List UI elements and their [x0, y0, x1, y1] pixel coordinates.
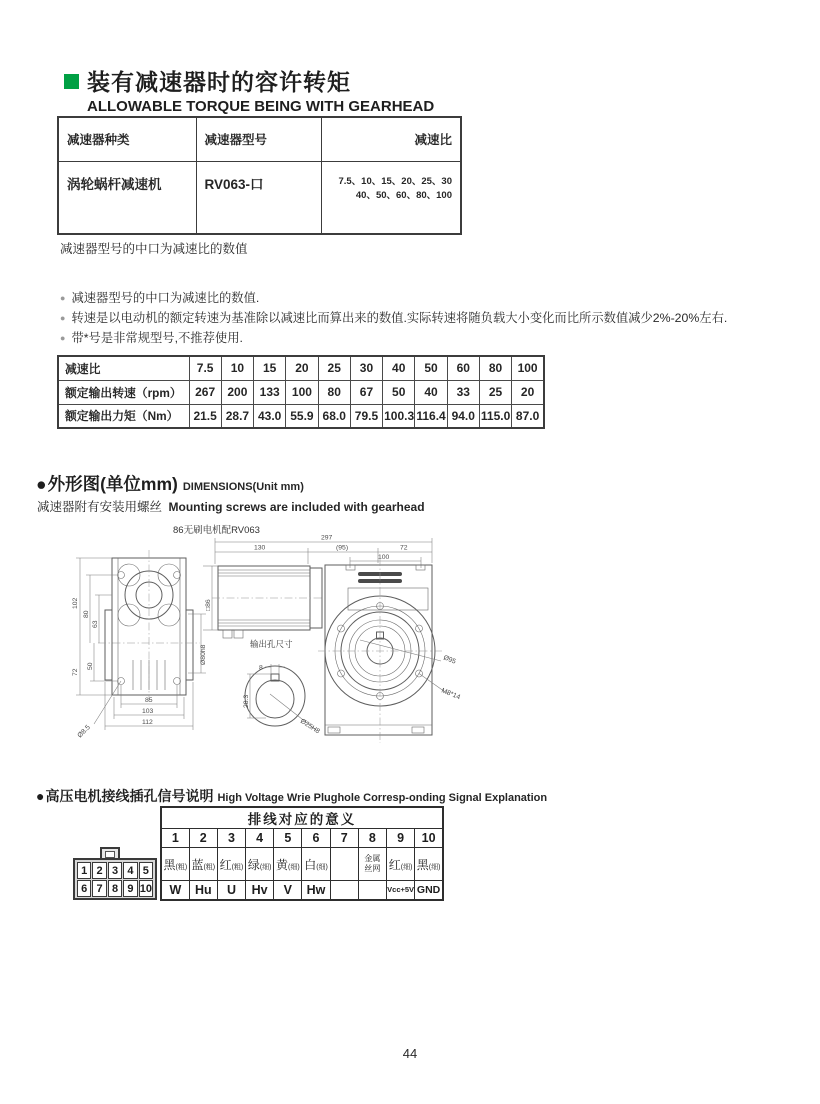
torque-cell: 43.0 — [254, 404, 286, 428]
signal-table-title: 排线对应的意义 — [161, 807, 443, 829]
signal-name: Hv — [246, 881, 274, 900]
signal-name: Hu — [189, 881, 217, 900]
green-square-icon — [64, 74, 79, 89]
note-text: 带*号是非常规型号,不推荐使用. — [71, 331, 243, 346]
dimensions-heading-en: DIMENSIONS(Unit mm) — [182, 481, 304, 493]
wire-color-name: 黄 — [276, 857, 289, 872]
signal-name: GND — [415, 881, 443, 900]
signal-heading-cn: 高压电机接线插孔信号说明 — [45, 788, 214, 804]
wire-color-name: 红 — [219, 857, 232, 872]
page-title-block — [64, 64, 434, 115]
dim-63: 63 — [92, 620, 99, 628]
wire-thickness: (细) — [316, 863, 328, 871]
col-gear-ratio: 减速比 — [321, 117, 461, 161]
note-text: 转速是以电动机的额定转速为基准除以减速比而算出来的数值.实际转速将随负载大小变化而比所示数值减少2%-20%左右. — [71, 311, 728, 326]
page-number: 44 — [402, 1046, 418, 1061]
output-view — [318, 558, 461, 743]
speed-row — [58, 380, 544, 404]
dim-72-side: 72 — [400, 544, 408, 552]
speed-row-label: 额定输出转速（rpm） — [58, 380, 189, 404]
signal-name: Vcc+5V — [387, 881, 415, 900]
connector-pin: 9 — [123, 880, 137, 897]
ratio-cell: 50 — [415, 356, 447, 380]
dim-50: 50 — [87, 662, 94, 670]
page-title-cn: 装有减速器时的容许转矩 — [87, 69, 351, 95]
connector-pin: 5 — [139, 862, 153, 879]
connector-pin: 7 — [92, 880, 106, 897]
dim-screw-m8: M8*14 — [440, 687, 462, 702]
speed-cell: 133 — [254, 380, 286, 404]
wire-thickness: (粗) — [175, 863, 188, 871]
torque-cell: 116.4 — [415, 404, 447, 428]
gearhead-note: 减速器型号的中口为减速比的数值 — [60, 242, 248, 256]
wire-thickness: (细) — [288, 863, 300, 871]
col-gear-model: 减速器型号 — [196, 117, 321, 161]
torque-cell: 21.5 — [189, 404, 221, 428]
output-hole-title: 输出孔尺寸 — [250, 639, 293, 649]
ratio-cell: 40 — [383, 356, 415, 380]
pin-number: 8 — [358, 829, 386, 848]
connector-pin: 3 — [108, 862, 122, 879]
torque-cell: 28.7 — [221, 404, 253, 428]
wire-color-name: 绿 — [247, 857, 260, 872]
dim-297: 297 — [321, 534, 333, 542]
pin-number: 6 — [302, 829, 330, 848]
wire-color — [246, 848, 274, 881]
torque-row-label: 额定输出力矩（Nm） — [58, 404, 189, 428]
wire-color — [330, 848, 358, 881]
dimensions-subtitle-en: Mounting screws are included with gearhead — [168, 500, 425, 514]
wire-color-name: 金属丝网 — [364, 854, 381, 873]
wire-color-name: 黑 — [416, 857, 429, 872]
wire-color — [415, 848, 443, 881]
bullet-dot-icon: ● — [60, 293, 66, 303]
dim-85: 85 — [145, 697, 153, 704]
ratio-line-1: 7.5、10、15、20、25、30 — [338, 175, 452, 187]
notes-list — [60, 290, 805, 351]
note-item — [60, 290, 805, 306]
wire-color-name: 黑 — [163, 857, 176, 872]
wire-thickness: (粗) — [203, 863, 216, 871]
ratio-cell: 20 — [286, 356, 318, 380]
output-hole-detail — [243, 639, 321, 736]
speed-cell: 25 — [479, 380, 511, 404]
ratio-line-2: 40、50、60、80、100 — [355, 190, 452, 202]
signal-name: W — [161, 881, 189, 900]
wire-thickness: (粗) — [231, 863, 244, 871]
dimensions-subtitle — [37, 497, 425, 515]
dim-112: 112 — [142, 719, 153, 726]
torque-row — [58, 404, 544, 428]
ratio-cell: 60 — [447, 356, 479, 380]
signal-name: V — [274, 881, 302, 900]
pin-number: 7 — [330, 829, 358, 848]
torque-cell: 68.0 — [318, 404, 350, 428]
page-title-en: ALLOWABLE TORQUE BEING WITH GEARHEAD — [87, 98, 435, 115]
wire-color-name: 蓝 — [191, 857, 204, 872]
dimensions-heading — [36, 471, 304, 496]
ratio-cell: 15 — [254, 356, 286, 380]
dim-95p: (95) — [336, 544, 349, 552]
dim-100: 100 — [378, 554, 390, 561]
pin-number: 1 — [161, 829, 189, 848]
col-gear-type: 减速器种类 — [58, 117, 196, 161]
torque-cell: 100.3 — [383, 404, 415, 428]
dim-bore-25H8: Ø25H8 — [298, 717, 321, 736]
note-item — [60, 330, 805, 346]
wire-color — [189, 848, 217, 881]
speed-cell: 80 — [318, 380, 350, 404]
wire-thickness: (细) — [428, 863, 441, 871]
bullet-dot-icon: ● — [60, 313, 66, 324]
signal-table — [160, 806, 444, 901]
dim-130: 130 — [254, 544, 266, 552]
connector-pin: 2 — [92, 862, 106, 879]
torque-cell: 55.9 — [286, 404, 318, 428]
dim-80: 80 — [83, 610, 90, 618]
speed-cell: 100 — [286, 380, 318, 404]
pin-number: 9 — [387, 829, 415, 848]
note-item — [60, 310, 805, 326]
note-text: 减速器型号的中口为减速比的数值. — [71, 291, 260, 305]
section-bullet-icon: ● — [36, 474, 47, 494]
connector-row — [77, 862, 153, 879]
section-bullet-icon: ● — [36, 788, 45, 804]
ratio-cell: 30 — [350, 356, 382, 380]
dim-102: 102 — [72, 597, 79, 609]
pin-number: 10 — [415, 829, 443, 848]
dim-103: 103 — [142, 708, 154, 715]
wire-color — [217, 848, 245, 881]
dimensions-heading-cn: 外形图(单位mm) — [47, 474, 178, 494]
connector-pin: 1 — [77, 862, 91, 879]
front-view — [72, 550, 207, 739]
dim-depth-28-3: 28.3 — [243, 694, 250, 708]
ratio-cell: 80 — [479, 356, 511, 380]
dim-flange-95: Ø95 — [442, 654, 457, 666]
wire-color — [274, 848, 302, 881]
pin-number: 3 — [217, 829, 245, 848]
signal-name: U — [217, 881, 245, 900]
speed-cell: 20 — [512, 380, 544, 404]
dim-72-front: 72 — [72, 668, 79, 676]
dimension-drawing — [60, 518, 480, 760]
torque-cell: 87.0 — [512, 404, 544, 428]
wire-color-name: 白 — [304, 857, 317, 872]
torque-cell: 115.0 — [479, 404, 511, 428]
ratio-cell: 25 — [318, 356, 350, 380]
signal-name: Hw — [302, 881, 330, 900]
signal-table-title-row — [161, 807, 443, 829]
dimensions-subtitle-cn: 减速器附有安装用螺丝 — [37, 500, 163, 514]
gearhead-data-row — [58, 161, 461, 234]
connector-plug-illustration — [73, 847, 157, 900]
wire-color-name: 红 — [388, 857, 401, 872]
speed-cell: 200 — [221, 380, 253, 404]
speed-cell: 67 — [350, 380, 382, 404]
dim-hole-8-5: Ø8.5 — [76, 724, 92, 740]
signal-pin-row — [161, 829, 443, 848]
connector-tab — [100, 847, 120, 858]
wire-thickness: (细) — [259, 863, 272, 871]
wire-color — [302, 848, 330, 881]
connector-body — [73, 858, 157, 900]
gear-ratio-cell — [321, 161, 461, 234]
pin-number: 2 — [189, 829, 217, 848]
drawing-title: 86无刷电机配RV063 — [173, 525, 260, 536]
gearhead-header-row — [58, 117, 461, 161]
dim-boss-80h8: Ø80h8 — [200, 644, 207, 665]
wire-color — [387, 848, 415, 881]
wire-thickness: (细) — [400, 863, 413, 871]
gearhead-table — [57, 116, 462, 235]
speed-cell: 50 — [383, 380, 415, 404]
bullet-dot-icon: ● — [60, 333, 66, 344]
dim-key-8: 8 — [259, 664, 263, 672]
connector-pin: 10 — [139, 880, 153, 897]
signal-name — [358, 881, 386, 900]
ratio-cell: 100 — [512, 356, 544, 380]
dim-frame-86: □86 — [205, 599, 212, 611]
connector-row — [77, 880, 153, 897]
ratio-row — [58, 356, 544, 380]
torque-cell: 94.0 — [447, 404, 479, 428]
signal-name-row — [161, 881, 443, 900]
signal-name — [330, 881, 358, 900]
gear-model-cell: RV063-口 — [196, 161, 321, 234]
signal-color-row — [161, 848, 443, 881]
speed-cell: 267 — [189, 380, 221, 404]
wire-color — [161, 848, 189, 881]
pin-number: 4 — [246, 829, 274, 848]
torque-cell: 79.5 — [350, 404, 382, 428]
ratio-table — [57, 355, 545, 429]
side-view — [203, 535, 432, 639]
ratio-row-label: 减速比 — [58, 356, 189, 380]
connector-tab-slot — [105, 851, 115, 858]
connector-pin: 4 — [123, 862, 137, 879]
gear-type-cell: 涡轮蜗杆减速机 — [58, 161, 196, 234]
ratio-cell: 7.5 — [189, 356, 221, 380]
connector-pin: 6 — [77, 880, 91, 897]
signal-heading — [36, 786, 547, 806]
speed-cell: 33 — [447, 380, 479, 404]
connector-pin: 8 — [108, 880, 122, 897]
wire-color — [358, 848, 386, 881]
pin-number: 5 — [274, 829, 302, 848]
speed-cell: 40 — [415, 380, 447, 404]
signal-heading-en: High Voltage Wrie Plughole Corresp-onding Signal Explanation — [217, 792, 548, 804]
ratio-cell: 10 — [221, 356, 253, 380]
